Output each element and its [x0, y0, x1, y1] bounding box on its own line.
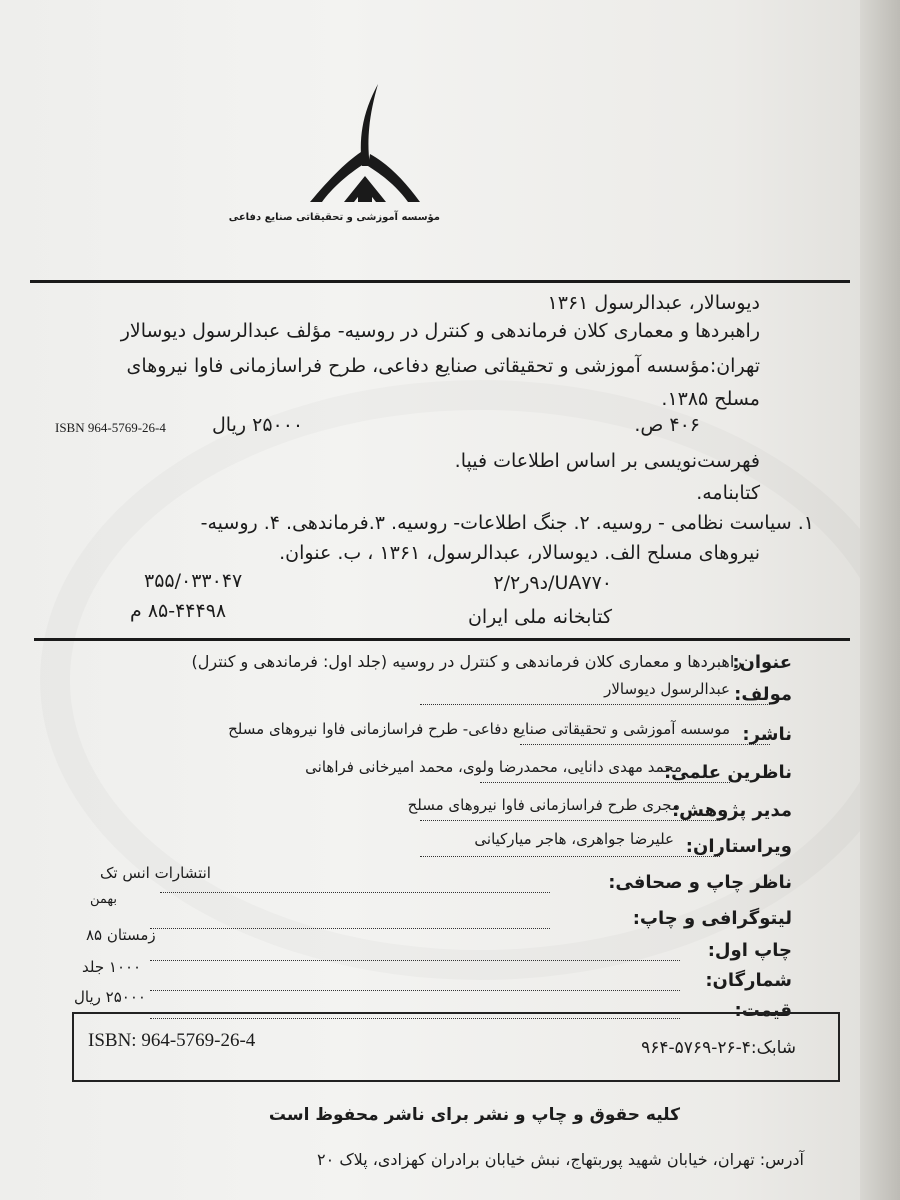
details-lithography-dots [150, 928, 550, 929]
details-price-value: ۲۵۰۰۰ ریال [74, 988, 146, 1006]
cip-pages: ۴۰۶ ص. [634, 414, 700, 436]
details-author-value: عبدالرسول دیوسالار [604, 680, 730, 698]
details-lithography-value: بهمن [90, 892, 118, 907]
details-title-value: راهبردها و معماری کلان فرماندهی و کنترل در روسیه (جلد اول: فرماندهی و کنترل) [191, 652, 742, 671]
publisher-address: آدرس: تهران، خیابان شهید پوربتهاج، نبش خیابان برادران کهزادی، پلاک ۲۰ [317, 1150, 804, 1169]
details-lithography-label: لیتوگرافی و چاپ: [632, 908, 792, 929]
middle-rule [34, 638, 850, 641]
details-research-manager-value: مجری طرح فراسازمانی فاوا نیروهای مسلح [407, 796, 680, 814]
details-author-label: مولف: [734, 684, 792, 705]
details-supervisors-label: ناظرین علمی: [663, 762, 792, 783]
details-first-edition-dots [150, 960, 680, 961]
details-supervisors-value: محمد مهدی دانایی، محمدرضا ولوی، محمد امیرخانی فراهانی [305, 758, 682, 776]
details-editors-value: علیرضا جواهری، هاجر میارکیانی [474, 830, 674, 848]
cip-publisher-line-2: مسلح ۱۳۸۵. [661, 388, 760, 410]
details-first-edition-value: زمستان ۸۵ [86, 926, 156, 944]
details-circulation-value: ۱۰۰۰ جلد [82, 958, 142, 976]
details-publisher-value: موسسه آموزشی و تحقیقاتی صنایع دفاعی- طرح فراسازمانی فاوا نیروهای مسلح [228, 720, 730, 738]
details-editors-label: ویراستاران: [685, 836, 792, 857]
details-editors-dots [420, 856, 720, 857]
isbn-latin: ISBN: 964-5769-26-4 [88, 1030, 256, 1051]
cip-bibliography: کتابنامه. [696, 482, 760, 504]
cip-price: ۲۵۰۰۰ ریال [212, 414, 304, 436]
details-publisher-dots [520, 744, 770, 745]
cip-subjects-line-1: ۱. سیاست نظامی - روسیه. ۲. جنگ اطلاعات- روسیه. ۳.فرماندهی. ۴. روسیه- [200, 512, 814, 534]
details-publisher-label: ناشر: [742, 724, 792, 745]
details-circulation-dots [150, 990, 680, 991]
cip-publisher-line-1: تهران:مؤسسه آموزشی و تحقیقاتی صنایع دفاعی، طرح فراسازمانی فاوا نیروهای [126, 355, 760, 377]
cip-title-line: راهبردها و معماری کلان فرماندهی و کنترل در روسیه- مؤلف عبدالرسول دیوسالار [120, 320, 760, 342]
publisher-logo-icon [300, 80, 430, 210]
cip-author-line: دیوسالار، عبدالرسول ۱۳۶۱ [547, 292, 760, 314]
cip-lc-class: UA۷۷۰/د۹ر۲/۲ [493, 572, 612, 594]
isbn-persian: شابک:۴-۲۶-۵۷۶۹-۹۶۴ [641, 1038, 796, 1058]
cip-fipa-note: فهرست‌نویسی بر اساس اطلاعات فیپا. [454, 450, 760, 472]
details-print-supervisor-label: ناظر چاپ و صحافی: [608, 872, 792, 893]
cip-subjects-line-2: نیروهای مسلح الف. دیوسالار، عبدالرسول، ۱۳۶۱ ، ب. عنوان. [279, 542, 760, 564]
top-rule [30, 280, 850, 283]
logo-caption: مؤسسه آموزشی و تحقیقاتی صنایع دفاعی [228, 212, 440, 223]
details-author-dots [420, 704, 770, 705]
details-print-supervisor-value: انتشارات انس تک [100, 864, 211, 882]
details-research-manager-dots [420, 820, 720, 821]
details-print-supervisor-dots [160, 892, 550, 893]
cip-library: کتابخانه ملی ایران [467, 606, 612, 628]
details-price-label: قیمت: [734, 1000, 792, 1021]
copyright-notice: کلیه حقوق و چاپ و نشر برای ناشر محفوظ است [268, 1105, 680, 1125]
page-edge [860, 0, 900, 1200]
details-first-edition-label: چاپ اول: [707, 940, 792, 961]
details-circulation-label: شمارگان: [705, 970, 792, 991]
details-title-label: عنوان: [732, 652, 792, 673]
cip-national-number: ۸۵-۴۴۴۹۸ م [130, 600, 227, 622]
cip-dewey: ۳۵۵/۰۳۳۰۴۷ [144, 570, 243, 592]
publisher-logo [228, 80, 440, 230]
details-supervisors-dots [480, 782, 730, 783]
details-research-manager-label: مدیر پژوهش: [671, 800, 792, 821]
cip-isbn-latin: ISBN 964-5769-26-4 [55, 420, 166, 435]
